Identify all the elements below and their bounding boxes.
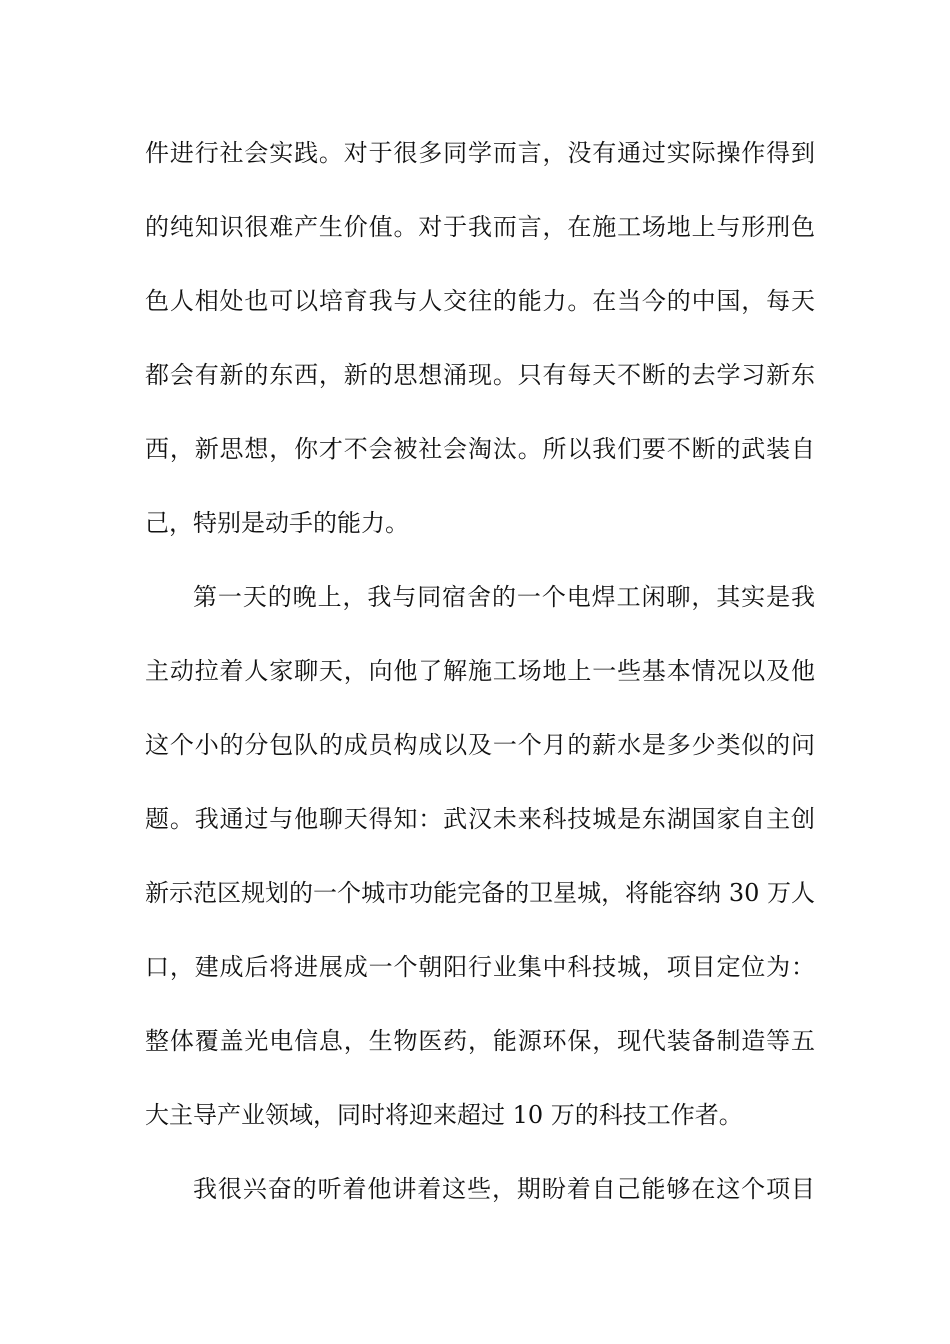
text-line: 我很兴奋的听着他讲着这些，期盼着自己能够在这个项目	[193, 1175, 815, 1203]
text-line: 大主导产业领域，同时将迎来超过 10 万的科技工作者。	[145, 1101, 743, 1129]
text-line: 口，建成后将进展成一个朝阳行业集中科技城，项目定位为：	[145, 953, 815, 981]
text-line: 件进行社会实践。对于很多同学而言，没有通过实际操作得到	[145, 139, 815, 167]
body-text	[145, 134, 815, 1244]
text-line: 己，特别是动手的能力。	[145, 509, 409, 537]
text-line: 都会有新的东西，新的思想涌现。只有每天不断的去学习新东	[145, 361, 815, 389]
text-line: 整体覆盖光电信息，生物医药，能源环保，现代装备制造等五	[145, 1027, 815, 1055]
text-line: 主动拉着人家聊天，向他了解施工场地上一些基本情况以及他	[145, 657, 815, 685]
text-line: 的纯知识很难产生价值。对于我而言，在施工场地上与形刑色	[145, 213, 815, 241]
text-line: 第一天的晚上，我与同宿舍的一个电焊工闲聊，其实是我	[193, 583, 815, 611]
text-line: 新示范区规划的一个城市功能完备的卫星城，将能容纳 30 万人	[145, 879, 815, 907]
text-line: 这个小的分包队的成员构成以及一个月的薪水是多少类似的问	[145, 731, 815, 759]
text-line: 题。我通过与他聊天得知：武汉未来科技城是东湖国家自主创	[145, 805, 815, 833]
text-line: 色人相处也可以培育我与人交往的能力。在当今的中国，每天	[145, 287, 815, 315]
text-line: 西，新思想，你才不会被社会淘汰。所以我们要不断的武装自	[145, 435, 815, 463]
